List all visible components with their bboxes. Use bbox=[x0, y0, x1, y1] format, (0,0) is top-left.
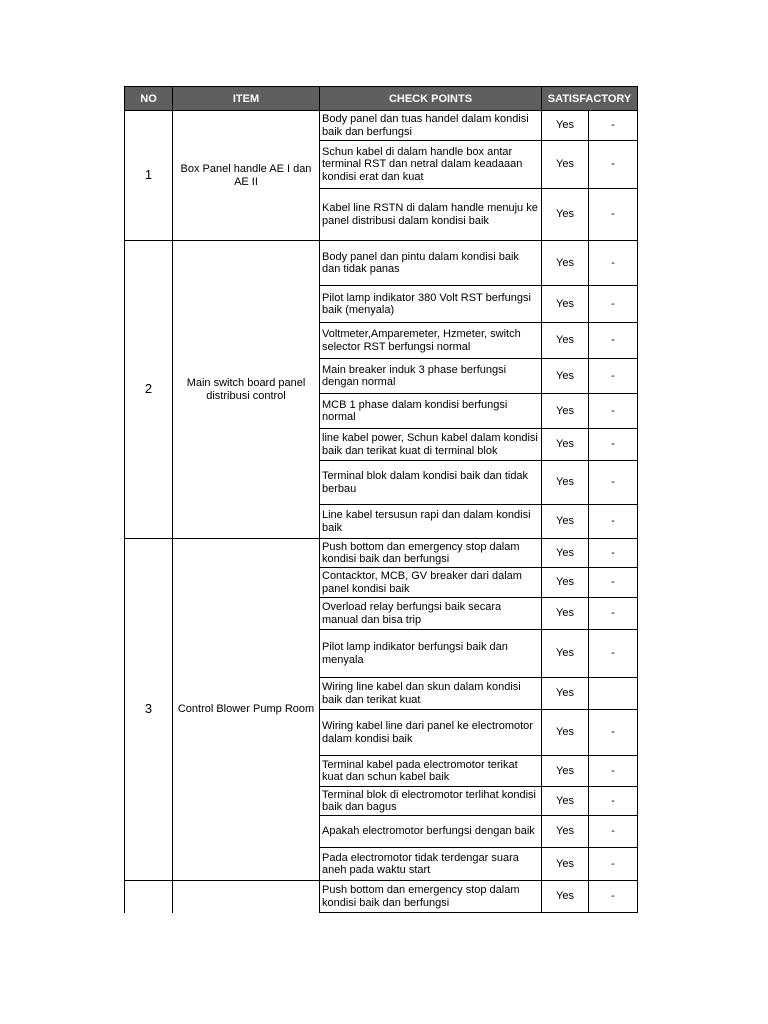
section-number: 1 bbox=[125, 111, 173, 241]
satisfactory-yes: Yes bbox=[542, 848, 589, 881]
check-point: Push bottom dan emergency stop dalam kondisi baik dan berfungsi bbox=[320, 881, 542, 913]
check-point: Pilot lamp indikator 380 Volt RST berfungsi baik (menyala) bbox=[320, 286, 542, 323]
satisfactory-yes: Yes bbox=[542, 141, 589, 189]
satisfactory-note: - bbox=[589, 756, 638, 787]
header-no: NO bbox=[125, 87, 173, 111]
check-point: Pada electromotor tidak terdengar suara aneh pada waktu start bbox=[320, 848, 542, 881]
satisfactory-yes: Yes bbox=[542, 881, 589, 913]
check-point: Wiring kabel line dari panel ke electromotor dalam kondisi baik bbox=[320, 710, 542, 756]
satisfactory-note: - bbox=[589, 111, 638, 141]
satisfactory-yes: Yes bbox=[542, 429, 589, 461]
check-point: Terminal blok dalam kondisi baik dan tidak berbau bbox=[320, 461, 542, 505]
check-point: Overload relay berfungsi baik secara manual dan bisa trip bbox=[320, 598, 542, 630]
section-item bbox=[173, 881, 320, 913]
table-row bbox=[125, 881, 638, 913]
satisfactory-yes: Yes bbox=[542, 111, 589, 141]
satisfactory-yes: Yes bbox=[542, 241, 589, 286]
section-number bbox=[125, 881, 173, 913]
section-item: Control Blower Pump Room bbox=[173, 539, 320, 881]
table-row bbox=[125, 241, 638, 286]
check-point: MCB 1 phase dalam kondisi berfungsi normal bbox=[320, 394, 542, 429]
satisfactory-yes: Yes bbox=[542, 598, 589, 630]
satisfactory-note: - bbox=[589, 539, 638, 568]
satisfactory-note: - bbox=[589, 241, 638, 286]
satisfactory-note: - bbox=[589, 881, 638, 913]
satisfactory-yes: Yes bbox=[542, 678, 589, 710]
satisfactory-note: - bbox=[589, 189, 638, 241]
satisfactory-yes: Yes bbox=[542, 710, 589, 756]
satisfactory-yes: Yes bbox=[542, 630, 589, 678]
satisfactory-note: - bbox=[589, 710, 638, 756]
satisfactory-yes: Yes bbox=[542, 189, 589, 241]
check-point: Contacktor, MCB, GV breaker dari dalam panel kondisi baik bbox=[320, 568, 542, 598]
section-item: Main switch board panel distribusi control bbox=[173, 241, 320, 539]
check-point: Kabel line RSTN di dalam handle menuju ke panel distribusi dalam kondisi baik bbox=[320, 189, 542, 241]
satisfactory-note: - bbox=[589, 394, 638, 429]
check-point: Pilot lamp indikator berfungsi baik dan menyala bbox=[320, 630, 542, 678]
satisfactory-note: - bbox=[589, 598, 638, 630]
satisfactory-note: - bbox=[589, 848, 638, 881]
satisfactory-note: - bbox=[589, 505, 638, 539]
satisfactory-note: - bbox=[589, 568, 638, 598]
satisfactory-yes: Yes bbox=[542, 568, 589, 598]
check-point: Terminal blok di electromotor terlihat kondisi baik dan bagus bbox=[320, 787, 542, 816]
section-number: 2 bbox=[125, 241, 173, 539]
check-point: Main breaker induk 3 phase berfungsi dengan normal bbox=[320, 359, 542, 394]
table-row bbox=[125, 111, 638, 141]
satisfactory-note: - bbox=[589, 787, 638, 816]
satisfactory-note: - bbox=[589, 141, 638, 189]
header-check-points: CHECK POINTS bbox=[320, 87, 542, 111]
section-number: 3 bbox=[125, 539, 173, 881]
section-item: Box Panel handle AE I dan AE II bbox=[173, 111, 320, 241]
satisfactory-yes: Yes bbox=[542, 359, 589, 394]
satisfactory-yes: Yes bbox=[542, 286, 589, 323]
satisfactory-yes: Yes bbox=[542, 323, 589, 359]
inspection-checklist-table bbox=[124, 86, 638, 913]
satisfactory-note: - bbox=[589, 359, 638, 394]
check-point: Wiring line kabel dan skun dalam kondisi baik dan terikat kuat bbox=[320, 678, 542, 710]
satisfactory-yes: Yes bbox=[542, 461, 589, 505]
satisfactory-note bbox=[589, 678, 638, 710]
check-point: Voltmeter,Amparemeter, Hzmeter, switch selector RST berfungsi normal bbox=[320, 323, 542, 359]
satisfactory-yes: Yes bbox=[542, 787, 589, 816]
check-point: Schun kabel di dalam handle box antar terminal RST dan netral dalam keadaaan kondisi erat dan kuat bbox=[320, 141, 542, 189]
check-point: Apakah electromotor berfungsi dengan baik bbox=[320, 816, 542, 848]
satisfactory-note: - bbox=[589, 429, 638, 461]
satisfactory-note: - bbox=[589, 816, 638, 848]
satisfactory-note: - bbox=[589, 630, 638, 678]
satisfactory-yes: Yes bbox=[542, 505, 589, 539]
header-item: ITEM bbox=[173, 87, 320, 111]
table-row bbox=[125, 539, 638, 568]
check-point: Line kabel tersusun rapi dan dalam kondisi baik bbox=[320, 505, 542, 539]
satisfactory-note: - bbox=[589, 323, 638, 359]
check-point: Push bottom dan emergency stop dalam kondisi baik dan berfungsi bbox=[320, 539, 542, 568]
satisfactory-yes: Yes bbox=[542, 539, 589, 568]
satisfactory-note: - bbox=[589, 286, 638, 323]
check-point: Terminal kabel pada electromotor terikat kuat dan schun kabel baik bbox=[320, 756, 542, 787]
satisfactory-yes: Yes bbox=[542, 816, 589, 848]
check-point: Body panel dan pintu dalam kondisi baik dan tidak panas bbox=[320, 241, 542, 286]
satisfactory-yes: Yes bbox=[542, 756, 589, 787]
header-row bbox=[125, 87, 638, 111]
satisfactory-note: - bbox=[589, 461, 638, 505]
satisfactory-yes: Yes bbox=[542, 394, 589, 429]
header-satisfactory: SATISFACTORY bbox=[542, 87, 638, 111]
check-point: line kabel power, Schun kabel dalam kondisi baik dan terikat kuat di terminal blok bbox=[320, 429, 542, 461]
check-point: Body panel dan tuas handel dalam kondisi baik dan berfungsi bbox=[320, 111, 542, 141]
